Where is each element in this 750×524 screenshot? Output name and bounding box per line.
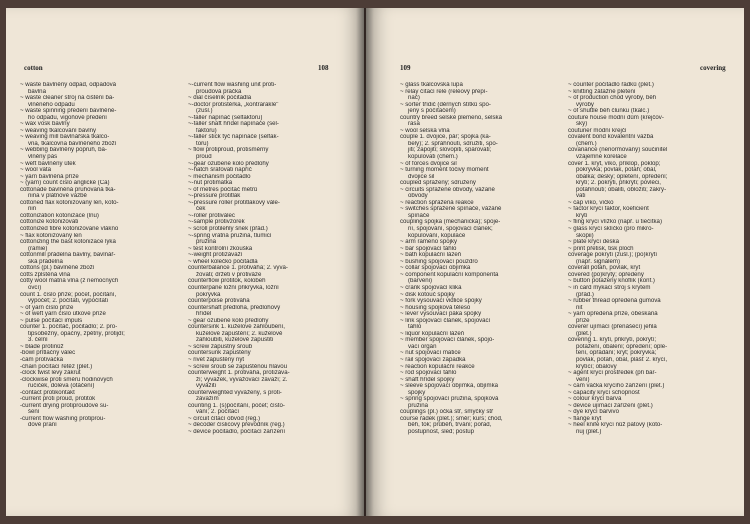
dictionary-line: -current drying protiproudové su- — [20, 402, 109, 409]
dictionary-line: ~ link spojovací článek, spojovací — [400, 317, 491, 324]
left-page-number: 108 — [318, 64, 329, 72]
dictionary-line: vení) — [576, 376, 590, 383]
dictionary-line: šení — [28, 409, 40, 416]
dictionary-line: ~ of shuttle běh člunku (tkalc.) — [568, 108, 650, 115]
dictionary-line: ~ of production chod výroby, běh — [568, 95, 657, 102]
dictionary-line: obvody — [408, 193, 428, 200]
book-gutter-shadow — [356, 8, 374, 516]
dictionary-line: -current flow washing protiprou- — [20, 415, 106, 422]
dictionary-line: bavlna — [28, 88, 46, 95]
dictionary-line: -bowl přítlačný válec — [20, 350, 76, 357]
dictionary-line: výroby — [576, 101, 594, 108]
dictionary-line: ~ waste cleaner stroj na čištění ba- — [20, 95, 115, 102]
dictionary-line: ~ weaving tkalcování bavlny — [20, 127, 97, 134]
dictionary-line: couture house módní dům (krejčov- — [568, 114, 664, 121]
dictionary-line: cotts zplstěná vlna — [20, 271, 71, 278]
dictionary-line: ~-roller protiválec — [188, 212, 235, 219]
dictionary-line: countersunk zapuštěný — [188, 350, 251, 357]
dictionary-line: ~ (yarn) count číslo anglické (Ča) — [20, 180, 110, 187]
dictionary-line: coupling spojka (mechanická); spoje- — [400, 219, 501, 226]
dictionary-line: ~ button potažený knoflík (konf.) — [568, 278, 655, 285]
dictionary-line: ~ wheel kolečko počitadla — [188, 258, 258, 265]
dictionary-line: couplings (pl.) očka stř, smyčky stř — [400, 409, 494, 416]
dictionary-line: counter 1. počítač, počitadlo; 2. pro- — [20, 324, 118, 331]
dictionary-line: zahloubiti, kuželově zapustiti — [196, 337, 274, 344]
dictionary-line: dvojice sil — [408, 173, 435, 180]
dictionary-line: ní, spojování, spojovací článek; — [408, 226, 493, 233]
dictionary-line: cottoned flax kotonizovaný len, koto- — [20, 199, 119, 206]
right-column-1 — [400, 82, 552, 436]
dictionary-line: ~ liquor kopulační lázeň — [400, 330, 465, 337]
dictionary-line: ~ webbing bavlněný popruh, ba- — [20, 147, 107, 154]
dictionary-line: coverall potah, povlak, kryt — [568, 265, 641, 272]
dictionary-line: course řádek (plet.); směr; kurs; chod, — [400, 415, 503, 422]
dictionary-line: ~ of yarn číslo příze — [20, 304, 74, 311]
dictionary-line: coverage pokrytí (zušl.); (po)krytí — [568, 252, 658, 259]
dictionary-line: ~ weft bavlněný útek — [20, 160, 76, 167]
dictionary-line: counting 1. (s)počítání, počet; čísto- — [188, 402, 285, 409]
dictionary-line: ~ bath kopulační lázeň — [400, 252, 462, 259]
dictionary-line: krytí; 2. pokrýti, přikrýti; povléci, — [576, 180, 661, 187]
dictionary-line: ~-nut protimatka — [188, 180, 233, 187]
dictionary-line: potažení, obalení; opředení; ople- — [576, 343, 668, 350]
dictionary-line: ~ screw šroub se zapuštěnou hlavou — [188, 363, 288, 370]
dictionary-line: ~ dial číselník počitadla — [188, 95, 252, 102]
dictionary-line: toru) — [196, 140, 209, 147]
dictionary-line: kopulovati (chem.) — [408, 154, 458, 161]
dictionary-line: ~-weight protizávaží — [188, 252, 243, 259]
dictionary-line: ~ knitting zátažné pletení — [568, 88, 636, 95]
dictionary-line: ~ of weft yarn číslo útkové příze — [20, 311, 106, 318]
dictionary-line: vzájemné korelace — [576, 154, 627, 161]
dictionary-line: count 1. číslo příze; počet, počítání, — [20, 291, 117, 298]
dictionary-line: ~ gear ozubené kolo předlohy — [188, 317, 269, 324]
dictionary-line: cottonmill přádelna bavlny, bavlnář- — [20, 252, 116, 259]
dictionary-line: ~ wax vosk bavlny — [20, 121, 70, 128]
dictionary-line: kuželové zapuštění; 2. kuželově — [196, 330, 283, 337]
dictionary-line: ~-gear ozubené kolo předlohy — [188, 160, 269, 167]
dictionary-line: cottonized fibre kotonizované vlákno — [20, 226, 119, 233]
dictionary-line: nit — [576, 304, 583, 311]
dictionary-line: ~ reaction spřažená reakce — [400, 199, 474, 206]
dictionary-line: ček — [196, 206, 206, 213]
dictionary-line: krytí — [576, 212, 588, 219]
dictionary-line: vati — [576, 193, 586, 200]
dictionary-line: ~ glass krycí sklíčko (pro mikro- — [568, 226, 654, 233]
dictionary-line: cotty wool matná vlna (z nemocných — [20, 278, 119, 285]
dictionary-line: ~-current flow washing unit proti- — [188, 82, 277, 88]
dictionary-line: ~-hatch šrafovati napříč — [188, 167, 252, 174]
dictionary-line: vlněný pás — [28, 154, 58, 161]
dictionary-line: táhlo — [408, 324, 422, 331]
dictionary-line: ~-spring vratná pružina, tlumicí — [188, 232, 272, 239]
dictionary-line: ~ of metres počítač metrů — [188, 186, 258, 193]
dictionary-line: pružina — [408, 402, 428, 409]
dictionary-line: (např. signálem) — [576, 258, 621, 265]
dictionary-line: ~ flow protiproud, protisměrný — [188, 147, 269, 154]
dictionary-line: ~ flax kotonizovaný len — [20, 232, 82, 239]
dictionary-line: ~ spring spojovací pružina, spojková — [400, 396, 499, 403]
dictionary-line: ~ component kopulační komponenta — [400, 271, 499, 278]
dictionary-line: countersink 1. kuželové zahloubení, — [188, 324, 285, 331]
dictionary-line: ~ device ujímací zařízení (plet.) — [568, 402, 653, 409]
dictionary-line: povlak, potah, obal, plášť 2. krycí, — [576, 356, 668, 363]
dictionary-line: ~ dye krycí barvivo — [568, 409, 619, 416]
dictionary-line: ~ wool vata — [20, 167, 51, 174]
dictionary-line: -clock twist levý zákrut — [20, 370, 81, 377]
dictionary-line: ~ in card mykací stroj s krytem — [568, 284, 651, 291]
dictionary-line: potáhnouti; obaliti, obložiti; zakrý- — [576, 186, 667, 193]
dictionary-line: ho odpadu, vigoňové předení — [28, 114, 107, 121]
dictionary-line: hřídel — [196, 311, 212, 318]
dictionary-line: ~ flange kryt — [568, 415, 602, 422]
dictionary-line: ~ test kontrolní zkouška — [188, 245, 253, 252]
dictionary-line: ~ rivet zapuštěný nýt — [188, 356, 245, 363]
dictionary-line: ~ sorter třídič (děrných štítků spo- — [400, 101, 491, 108]
dictionary-line: ~ reaction kopulační reakce — [400, 363, 475, 370]
dictionary-line: jený s počítačem) — [408, 108, 456, 115]
dictionary-line: coverer ujímací (přenášecí) jehla — [568, 324, 657, 331]
dictionary-line: ~ print přetisk, tisk ploch — [568, 245, 634, 252]
dictionary-line: ~ pulse počítací impuls — [20, 317, 83, 324]
dictionary-line: ~ bushing spojovací pouzdro — [400, 258, 478, 265]
dictionary-line: vlněného odpadu — [28, 101, 75, 108]
dictionary-line: faktoru) — [196, 127, 217, 134]
dictionary-line: skopii) — [576, 232, 594, 239]
dictionary-line: ~ bar spojovací táhlo — [400, 245, 457, 252]
dictionary-line: cottonization kotonizace (lnu) — [20, 212, 99, 219]
dictionary-line: ~ fork vysouvací vidlice spojky — [400, 298, 482, 305]
dictionary-line: ~ switches spřažené spínače, vázané — [400, 206, 502, 213]
dictionary-line: ~ cap víko, víčko — [568, 199, 614, 206]
dictionary-line: ~-faller stick týč napínače (selfak- — [188, 134, 279, 141]
left-header-word: cotton — [24, 64, 43, 72]
dictionary-line: ovcí) — [28, 284, 42, 291]
dictionary-line: ~-doctor protistěrka, „kontrarakle" — [188, 101, 279, 108]
dictionary-line: ~ lever vysouvací páka spojky — [400, 311, 482, 318]
dictionary-line: -current proti proud, protitok — [20, 396, 96, 403]
dictionary-line: covering 1. krytí, přikrytí, pokrytí; — [568, 337, 657, 344]
dictionary-line: nina v plátnové vazbě — [28, 193, 87, 200]
dictionary-line: (přád.) — [576, 291, 594, 298]
dictionary-line: ~-faller shaft hřídel napínače (sel- — [188, 121, 279, 128]
dictionary-line: ~ plate krycí deska — [568, 239, 619, 246]
dictionary-line: ~-pressure roller protitlakový vále- — [188, 199, 280, 206]
dictionary-line: ~-pressure protitlak — [188, 193, 241, 200]
dictionary-line: ~ crank spojovací klika — [400, 284, 462, 291]
dictionary-line: výpočet; 2. počítati, vypočítati — [28, 298, 108, 305]
dictionary-line: dové praní — [28, 422, 57, 429]
dictionary-line: cottonizing the bast kotonizace lýka — [20, 239, 116, 246]
dictionary-line: ~ rubber thread opředená gumová — [568, 298, 661, 305]
dictionary-line: vání; 2. počítací — [196, 409, 240, 416]
dictionary-line: ~ yarn bavlněná příze — [20, 173, 79, 180]
dictionary-line: -cam protivačka — [20, 356, 64, 363]
dictionary-line: pokrývka — [196, 291, 221, 298]
dictionary-line: postupnost, sled; postup — [408, 428, 475, 435]
dictionary-line: ~ shaft hřídel spojky — [400, 376, 455, 383]
dictionary-line: ~ wool selská vlna — [400, 127, 450, 134]
right-page — [366, 8, 744, 516]
dictionary-line: ~ factor krycí faktor, koeficient — [568, 206, 649, 213]
dictionary-line: ~ nut spojovací matice — [400, 350, 461, 357]
dictionary-line: vna, tkalcovna bavlněného zboží — [28, 140, 117, 147]
dictionary-line: country breed selské plemeno, selská — [400, 114, 502, 121]
dictionary-line: jiti; zapojiti; slovopiti, spárovati; — [408, 147, 492, 154]
dictionary-line: běh, tok; průběh, trvání; pořad, — [408, 422, 492, 429]
dictionary-line: ručiček, doleva (otáčení) — [28, 383, 95, 390]
left-column-1 — [20, 82, 172, 429]
dictionary-line: ~ rod spojovací táhlo — [400, 370, 457, 377]
dictionary-line: příze — [576, 317, 590, 324]
dictionary-line: krytící; obalový — [576, 363, 617, 370]
dictionary-line: -clockwise proti směru hodinových — [20, 376, 113, 383]
dictionary-line: žovati; držeti v protiváze — [196, 271, 262, 278]
dictionary-line: závažím — [196, 396, 219, 403]
dictionary-line: ~ counter počitadlo řádků (plet.) — [568, 82, 654, 88]
dictionary-line: couturier módní krejčí — [568, 127, 627, 134]
dictionary-line: ~ of forces dvojice sil — [400, 160, 457, 167]
dictionary-line: kopulování, kopulace — [408, 232, 466, 239]
right-page-number: 109 — [400, 64, 411, 72]
dictionary-line: ~ agent krycí prostředek (při bar- — [568, 370, 657, 377]
dictionary-line: couple 1. dvojice, pár; spojka (ka- — [400, 134, 491, 141]
dictionary-line: ~ relay čítací relé (reléový přepí- — [400, 88, 488, 95]
dictionary-line: ~ turning moment točivý moment — [400, 167, 489, 174]
dictionary-line: ~ decoder číslicový převodník (reg.) — [188, 422, 285, 429]
dictionary-line: ~ screw zápustný šroub — [188, 343, 253, 350]
dictionary-line: vací orgán — [408, 343, 437, 350]
dictionary-line: ~ mechanism počitadlo — [188, 173, 251, 180]
left-page — [6, 8, 364, 516]
dictionary-line: ~ scroll protilehlý šnek (přád.) — [188, 226, 268, 233]
dictionary-line: (plet.) — [576, 330, 592, 337]
dictionary-line: obálka; desky; opletení, opředení; — [576, 173, 668, 180]
dictionary-line: ~ device počitadlo, počítací zařízení — [188, 428, 286, 435]
dictionary-line: tipsoběžný, opačný, zpětný, protijdí; — [28, 330, 125, 337]
dictionary-line: nin — [28, 206, 37, 213]
dictionary-line: (zušl.) — [196, 108, 213, 115]
dictionary-line: counterbalance 1. protiváha; 2. vyva- — [188, 265, 288, 272]
dictionary-line: counterweighted vyvážený, s proti- — [188, 389, 282, 396]
left-column-2 — [188, 82, 340, 436]
dictionary-line: vyvážiti — [196, 383, 216, 390]
dictionary-line: tení, opřádání; kryt; pokrývka; — [576, 350, 657, 357]
dictionary-line: (ramie) — [28, 245, 48, 252]
dictionary-line: ~ waste bavlněný odpad, odpadová — [20, 82, 117, 88]
dictionary-line: pokrývka; povlak, potah; obal, — [576, 167, 657, 174]
dictionary-line: spojky — [408, 389, 426, 396]
dictionary-line: ~ capacity krycí schopnost — [568, 389, 640, 396]
dictionary-line: ~-sample protivzorek — [188, 219, 245, 226]
dictionary-line: counterweight 1. protiváha, protizáva- — [188, 370, 290, 377]
dictionary-line: -contact protikontakt — [20, 389, 75, 396]
dictionary-line: ~ yarn opředená příze, obeskaná — [568, 311, 658, 318]
dictionary-line: ~ housing spojková těleso — [400, 304, 471, 311]
dictionary-line: 3. čelní — [28, 337, 48, 344]
dictionary-line: (barveni) — [408, 278, 433, 285]
dictionary-line: ~ blade protinůž — [20, 343, 64, 350]
dictionary-line: ská přádelna — [28, 258, 63, 265]
dictionary-line: spínače — [408, 212, 430, 219]
dictionary-line: ~ weaving mill bavlnářská tkalco- — [20, 134, 110, 141]
dictionary-line: rasa — [408, 121, 420, 128]
dictionary-line: ~ heel knife krycí nůž patový (koto- — [568, 422, 663, 429]
dictionary-line: ~-faller napínač (selfaktoru) — [188, 114, 263, 121]
dictionary-line: ~ fling krycí vlížko (např. u tiečítka) — [568, 219, 662, 226]
dictionary-line: (chem.) — [576, 140, 597, 147]
dictionary-line: ~ circuit čítací obvod (reg.) — [188, 415, 260, 422]
dictionary-line: ~ collar spojovací objímka — [400, 265, 471, 272]
right-header-word: covering — [700, 64, 726, 72]
dictionary-line: cottonade bavlněná pruhovaná tka- — [20, 186, 116, 193]
dictionary-line: proud — [196, 154, 212, 161]
dictionary-line: -chain počítací řetěz (plet.) — [20, 363, 93, 370]
dictionary-line: nač) — [408, 95, 420, 102]
dictionary-line: ~ rail spojovací západka — [400, 356, 466, 363]
dictionary-line: ~ waste spinning předení bavlněné- — [20, 108, 117, 115]
dictionary-line: ~ arm rameno spojky — [400, 239, 458, 246]
dictionary-line: coupled spřažený; sdružený — [400, 180, 476, 187]
dictionary-line: ~ member spojovací článek, spojo- — [400, 337, 495, 344]
dictionary-line: nuj (plet.) — [576, 428, 602, 435]
dictionary-line: ~ glass tkalcovská lupa — [400, 82, 463, 88]
right-column-2 — [568, 82, 720, 436]
dictionary-line: countershaft předloha, předlohový — [188, 304, 281, 311]
dictionary-line: counterflow protitok, kolobeh — [188, 278, 266, 285]
dictionary-line: cottonize kotonizovati — [20, 219, 79, 226]
dictionary-line: ~ sleeve spojovací objímka, objímka — [400, 383, 499, 390]
dictionary-line: ~ cam vačka krycího zařízení (plet.) — [568, 383, 665, 390]
dictionary-line: ~ circuits spřažené obvody, vázané — [400, 186, 495, 193]
dictionary-line: ~ colour krycí barva — [568, 396, 622, 403]
dictionary-line: covariance (nenormovaný) součinitel — [568, 147, 668, 154]
dictionary-line: bely); 2. spřáhnouti, sdružiti, spo- — [408, 140, 498, 147]
dictionary-line: proudová pračka — [196, 88, 242, 95]
dictionary-line: counterpoise protiváha — [188, 298, 250, 305]
dictionary-line: cottons (pl.) bavlněné zboží — [20, 265, 95, 272]
dictionary-line: pružina — [196, 239, 216, 246]
dictionary-line: ží; vyvažek, vyvažovací závaží; 2. — [196, 376, 288, 383]
dictionary-line: covalent bond kovalentní vazba — [568, 134, 654, 141]
dictionary-line: covered (po)krytý; opředený — [568, 271, 644, 278]
dictionary-line: cover 1. kryt, víko, příklop, poklop; — [568, 160, 661, 167]
dictionary-line: ~ disk kotouč spojky — [400, 291, 455, 298]
dictionary-line: ský) — [576, 121, 588, 128]
dictionary-line: counterpane ložní přikrývka, ložní — [188, 284, 279, 291]
